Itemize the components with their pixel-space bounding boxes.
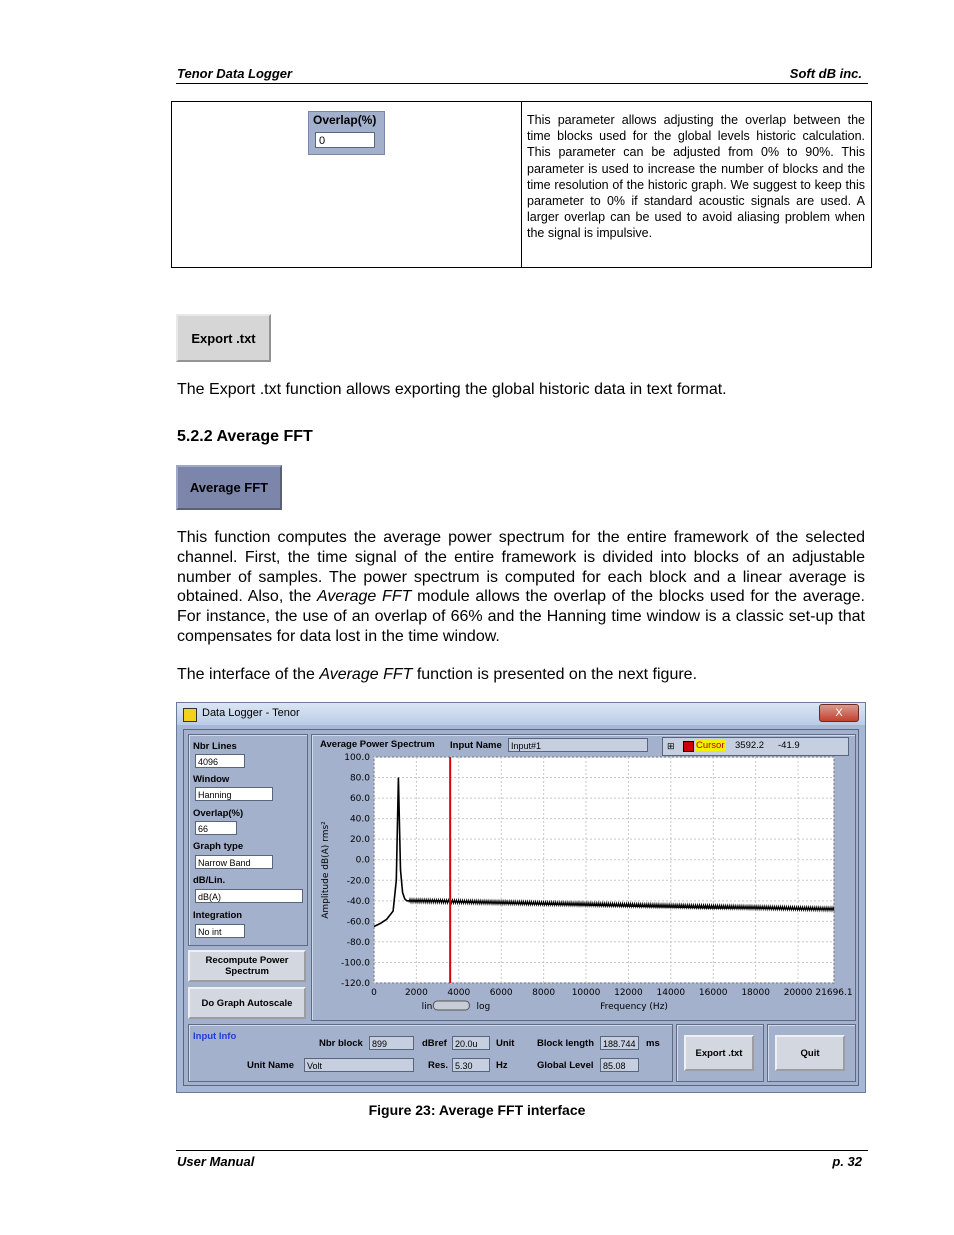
- db-lin-label: dB/Lin.: [193, 875, 226, 886]
- input-name-label: Input Name: [450, 740, 502, 751]
- global-level-label: Global Level: [537, 1060, 594, 1071]
- x-tick-label: 4000: [447, 988, 471, 998]
- x-tick-label: 10000: [571, 988, 601, 998]
- y-tick-label: -60.0: [346, 917, 370, 928]
- y-axis-label: Amplitude dB(A) rms²: [321, 821, 331, 919]
- x-tick-label: 2000: [404, 988, 428, 998]
- expand-icon[interactable]: ⊞: [667, 741, 675, 751]
- x-tick-label: 14000: [656, 988, 686, 998]
- x-tick-label: 18000: [741, 988, 770, 998]
- integration-select[interactable]: No int: [195, 924, 245, 938]
- p1-emphasis: Average FFT: [317, 588, 412, 606]
- y-tick-label: -120.0: [340, 979, 370, 989]
- lin-log-toggle[interactable]: [433, 1001, 469, 1010]
- input-info-title: Input Info: [193, 1031, 237, 1042]
- res-value: 5.30: [452, 1058, 490, 1072]
- cursor-name: Cursor: [696, 740, 725, 751]
- export-txt-button-image: Export .txt: [176, 314, 271, 362]
- res-unit: Hz: [496, 1060, 508, 1071]
- x-tick-label: 12000: [614, 988, 643, 998]
- table-divider: [521, 102, 522, 267]
- plot-panel: [311, 734, 856, 1021]
- cursor-x-value: 3592.2: [735, 740, 765, 751]
- unit-name-value: Volt: [304, 1058, 414, 1072]
- overlap-description: This parameter allows adjusting the overlap between the time blocks used for the global levels historic calculation. This parameter can be adjusted from 0% to 90%. This parameter is used to increase the number of blocks and the time resolution of the historic graph. We suggest to keep this parameter to 0% if standard acoustic signals are used. A larger overlap can be used to avoid aliasing problem when the signal is impulsive.: [527, 113, 865, 241]
- overlap-label: Overlap(%): [193, 808, 244, 819]
- autoscale-button[interactable]: Do Graph Autoscale: [188, 987, 306, 1019]
- plot-title: Average Power Spectrum: [320, 739, 435, 750]
- y-tick-label: 60.0: [349, 794, 370, 805]
- p1-text-a: This function computes the average power spectrum for the entire framework of the selected channel. First, the time signal of the entire framework is divided into blocks of an adjustable number of samples. The power spectrum is computed for each block and a linear average is obtained. Also, the: [177, 529, 865, 606]
- y-tick-label: -20.0: [346, 876, 370, 887]
- p2-text-a: The interface of the: [177, 666, 320, 683]
- fft-chart[interactable]: [312, 735, 855, 1020]
- graph-type-label: Graph type: [193, 841, 244, 852]
- footer-title: User Manual: [177, 1154, 255, 1169]
- input-info-panel: [188, 1024, 673, 1082]
- window-label: Window: [193, 774, 230, 785]
- figure-caption: Figure 23: Average FFT interface: [368, 1102, 586, 1118]
- overlap-field[interactable]: 66: [195, 821, 237, 835]
- res-label: Res.: [428, 1060, 449, 1071]
- integration-label: Integration: [193, 910, 243, 921]
- settings-panel: [188, 734, 308, 946]
- x-tick-label: 6000: [489, 988, 513, 998]
- y-tick-label: -80.0: [346, 937, 370, 948]
- block-length-value: 188.744: [600, 1036, 639, 1050]
- dbref-label: dBref: [422, 1038, 447, 1049]
- body-paragraph-1: [177, 528, 865, 647]
- body-paragraph-2: [177, 665, 865, 685]
- graph-type-select[interactable]: Narrow Band: [195, 855, 273, 869]
- y-tick-label: 80.0: [349, 773, 370, 784]
- x-tick-label: 8000: [532, 988, 556, 998]
- nbr-block-label: Nbr block: [319, 1038, 363, 1049]
- y-tick-label: -40.0: [346, 896, 370, 907]
- p2-text-b: function is presented on the next figure.: [412, 666, 698, 683]
- overlap-control-value: 0: [315, 132, 375, 148]
- x-tick-label: 0: [371, 988, 377, 998]
- lin-label: lin: [421, 1002, 433, 1012]
- close-icon[interactable]: X: [819, 704, 859, 722]
- running-header-title: Tenor Data Logger: [177, 66, 293, 81]
- parameter-table: [171, 101, 872, 268]
- cursor-y-value: -41.9: [778, 740, 800, 751]
- app-titlebar: [177, 703, 865, 725]
- y-tick-label: 100.0: [344, 753, 370, 763]
- quit-button[interactable]: Quit: [775, 1035, 845, 1071]
- app-title: Data Logger - Tenor: [202, 707, 300, 719]
- overlap-control-label: Overlap(%): [313, 113, 377, 127]
- block-length-label: Block length: [537, 1038, 595, 1049]
- header-rule: [176, 83, 868, 84]
- quit-panel: [767, 1024, 856, 1082]
- input-name-field[interactable]: Input#1: [508, 738, 648, 752]
- x-tick-label: 21696.1: [815, 988, 853, 998]
- section-heading: 5.2.2 Average FFT: [177, 428, 313, 445]
- export-paragraph: The Export .txt function allows exporting the global historic data in text format.: [177, 381, 727, 398]
- x-tick-label: 16000: [698, 988, 728, 998]
- export-txt-button[interactable]: Export .txt: [684, 1035, 754, 1071]
- nbr-lines-label: Nbr Lines: [193, 741, 237, 752]
- unit-label: Unit: [496, 1038, 515, 1049]
- x-tick-label: 20000: [783, 988, 813, 998]
- plot-area: [374, 757, 834, 983]
- p1-text-b: module allows the overlap of the blocks used for the average. For instance, the use of an overlap of 66% and the Hanning time window is a classic set-up that compensates for data lost in the time window.: [177, 588, 865, 645]
- nbr-block-value: 899: [369, 1036, 414, 1050]
- footer-page: p. 32: [832, 1154, 862, 1169]
- export-panel: [676, 1024, 764, 1082]
- y-tick-label: 20.0: [349, 835, 370, 846]
- running-header-company: Soft dB inc.: [789, 66, 862, 81]
- nbr-lines-field[interactable]: 4096: [195, 754, 245, 768]
- app-icon: [183, 708, 197, 722]
- p2-emphasis: Average FFT: [319, 666, 413, 683]
- footer-rule: [176, 1150, 868, 1151]
- app-window: [176, 702, 866, 1093]
- db-lin-select[interactable]: dB(A): [195, 889, 303, 903]
- global-level-value: 85.08: [600, 1058, 639, 1072]
- unit-name-label: Unit Name: [247, 1060, 294, 1071]
- window-select[interactable]: Hanning: [195, 787, 273, 801]
- log-label: log: [476, 1002, 491, 1012]
- average-fft-button-image: Average FFT: [176, 465, 282, 510]
- recompute-button[interactable]: Recompute Power Spectrum: [188, 950, 306, 982]
- block-length-unit: ms: [646, 1038, 660, 1049]
- dbref-value: 20.0u: [452, 1036, 490, 1050]
- x-axis-label: Frequency (Hz): [600, 1002, 668, 1012]
- app-client-area: [183, 729, 859, 1086]
- y-tick-label: 0.0: [355, 855, 370, 866]
- y-tick-label: 40.0: [349, 814, 370, 825]
- overlap-control-image: [308, 111, 385, 155]
- y-tick-label: -100.0: [340, 958, 370, 969]
